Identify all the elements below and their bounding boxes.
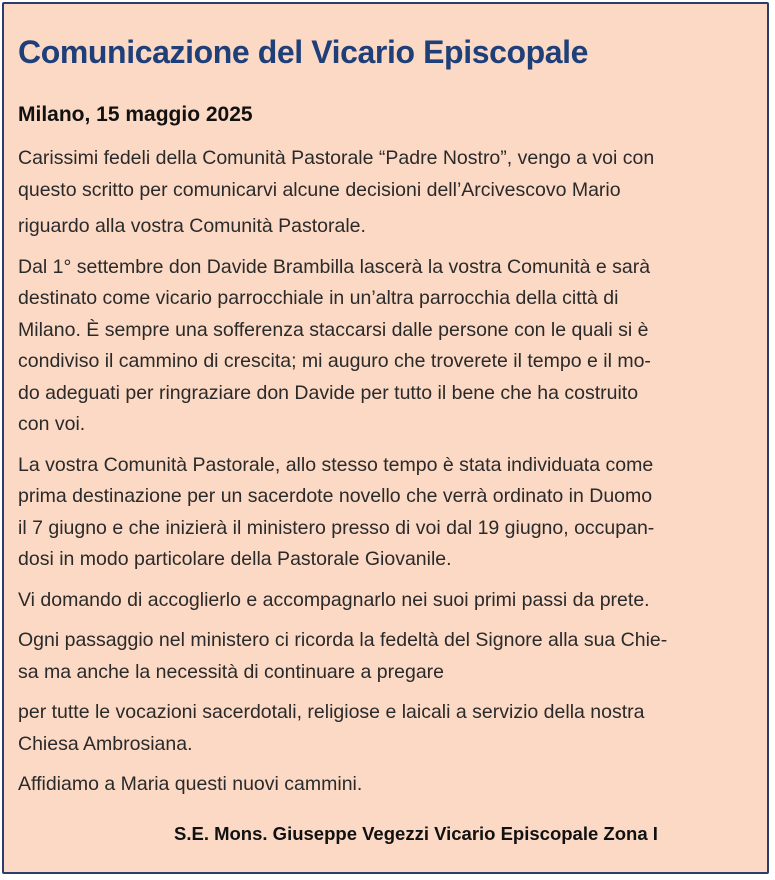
paragraph-line: Chiesa Ambrosiana.	[18, 732, 193, 755]
paragraph-line: sa ma anche la necessità di continuare a pregare	[18, 660, 445, 683]
paragraph-line: La vostra Comunità Pastorale, allo stesso tempo è stata individuata come	[18, 453, 654, 476]
paragraph-line: prima destinazione per un sacerdote novello che verrà ordinato in Duomo	[18, 485, 653, 507]
paragraph-line: Dal 1° settembre don Davide Brambilla lascerà la vostra Comunità e sarà	[18, 255, 651, 278]
paragraph-line: il 7 giugno e che inizierà il ministero presso di voi dal 19 giugno, occupan-	[18, 516, 655, 539]
notice-date: Milano, 15 maggio 2025	[18, 103, 253, 126]
paragraph-line: do adeguati per ringraziare don Davide per tutto il bene che ha costruito	[18, 381, 639, 404]
paragraph-line: riguardo alla vostra Comunità Pastorale.	[18, 215, 366, 237]
paragraph-line: Milano. È sempre una sofferenza staccarsi dalle persone con le quali si è	[18, 318, 649, 341]
paragraph-line: dosi in modo particolare della Pastorale Giovanile.	[18, 548, 452, 570]
paragraph-transfer	[18, 252, 764, 441]
paragraph-line: Carissimi fedeli della Comunità Pastorale “Padre Nostro”, vengo a voi con	[18, 147, 655, 169]
paragraph-line: questo scritto per comunicarvi alcune decisioni dell’Arcivescovo Mario	[18, 178, 621, 201]
paragraph-greeting	[18, 143, 764, 206]
paragraph-ministry	[18, 625, 764, 688]
signature: S.E. Mons. Giuseppe Vegezzi Vicario Episcopale Zona I	[174, 823, 658, 844]
paragraph-line: per tutte le vocazioni sacerdotali, religiose e laicali a servizio della nostra	[18, 701, 645, 723]
paragraph-line: Vi domando di accoglierlo e accompagnarlo nei suoi primi passi da prete.	[18, 588, 650, 611]
paragraph-welcome	[18, 585, 764, 617]
notice-title: Comunicazione del Vicario Episcopale	[18, 34, 589, 70]
paragraph-line: Ogni passaggio nel ministero ci ricorda la fedeltà del Signore alla sua Chie-	[18, 629, 668, 651]
notice-frame	[2, 2, 769, 874]
paragraph-line: condiviso il cammino di crescita; mi auguro che troverete il tempo e il mo-	[18, 350, 651, 372]
paragraph-line: con voi.	[18, 413, 86, 435]
paragraph-vocations	[18, 697, 764, 760]
paragraph-closing	[18, 769, 764, 801]
notice-content	[18, 32, 766, 801]
paragraph-greeting-continued	[18, 211, 764, 243]
paragraph-line: Affidiamo a Maria questi nuovi cammini.	[18, 773, 363, 795]
paragraph-new-priest	[18, 450, 764, 576]
paragraph-line: destinato come vicario parrocchiale in un’altra parrocchia della città di	[18, 287, 619, 309]
